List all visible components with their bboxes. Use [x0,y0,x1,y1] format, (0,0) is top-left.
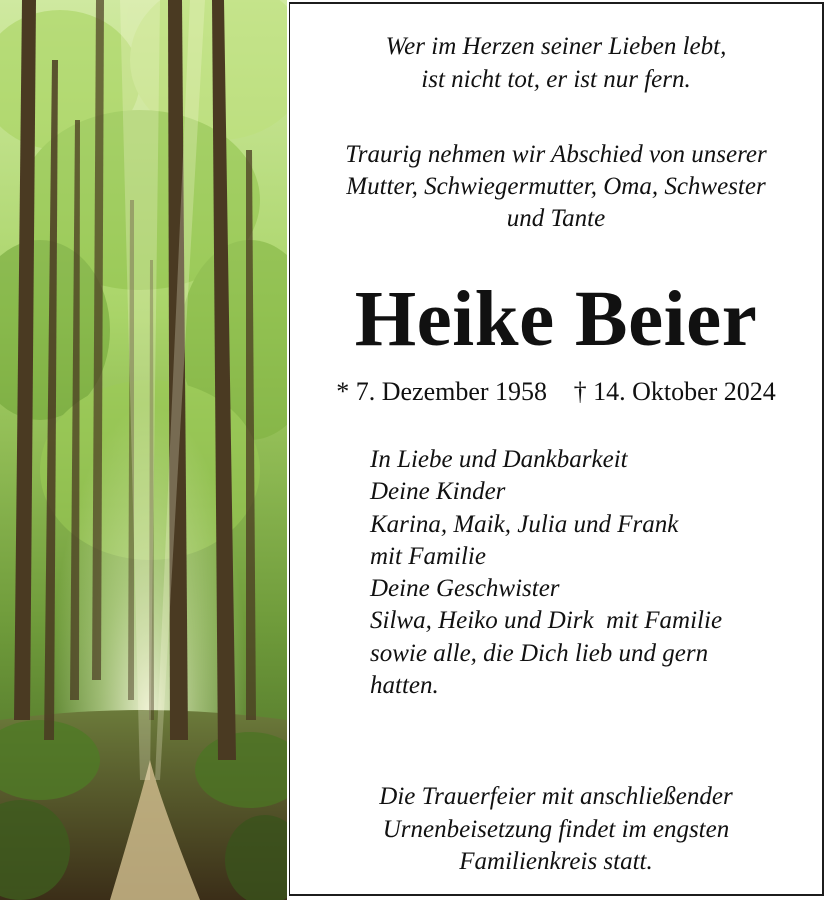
quote-line-1: Wer im Herzen seiner Lieben lebt, [385,33,727,60]
mourner-line: mit Familie [370,542,486,570]
mourner-line: Silwa, Heiko und Dirk mit Familie [370,607,723,635]
memorial-quote [290,30,822,96]
life-dates [290,375,822,409]
mourner-line: Karina, Maik, Julia und Frank [370,510,679,538]
mourner-line: hatten. [370,672,439,700]
quote-line-2: ist nicht tot, er ist nur fern. [421,66,691,93]
ceremony-line-3: Familienkreis statt. [459,848,653,875]
mourner-line: Deine Kinder [370,478,506,506]
notice-text-panel [289,2,824,896]
farewell-intro [290,139,822,235]
intro-line-2: Mutter, Schwiegermutter, Oma, Schwester [346,173,766,200]
intro-line-3: und Tante [506,205,606,232]
mourner-line: Deine Geschwister [370,575,560,603]
ceremony-line-1: Die Trauerfeier mit anschließender [379,783,733,810]
mourners-list [370,444,812,702]
forest-photo [0,0,287,900]
birth-date: * 7. Dezember 1958 [336,377,548,406]
death-date: † 14. Oktober 2024 [573,377,776,406]
intro-line-1: Traurig nehmen wir Abschied von unserer [345,141,767,168]
ceremony-notice [290,781,822,879]
mourner-line: sowie alle, die Dich lieb und gern [370,639,709,667]
ceremony-line-2: Urnenbeisetzung findet im engsten [382,815,730,843]
forest-illustration [0,0,287,900]
deceased-name: Heike Beier [354,276,758,363]
mourner-line: In Liebe und Dankbarkeit [370,446,628,473]
